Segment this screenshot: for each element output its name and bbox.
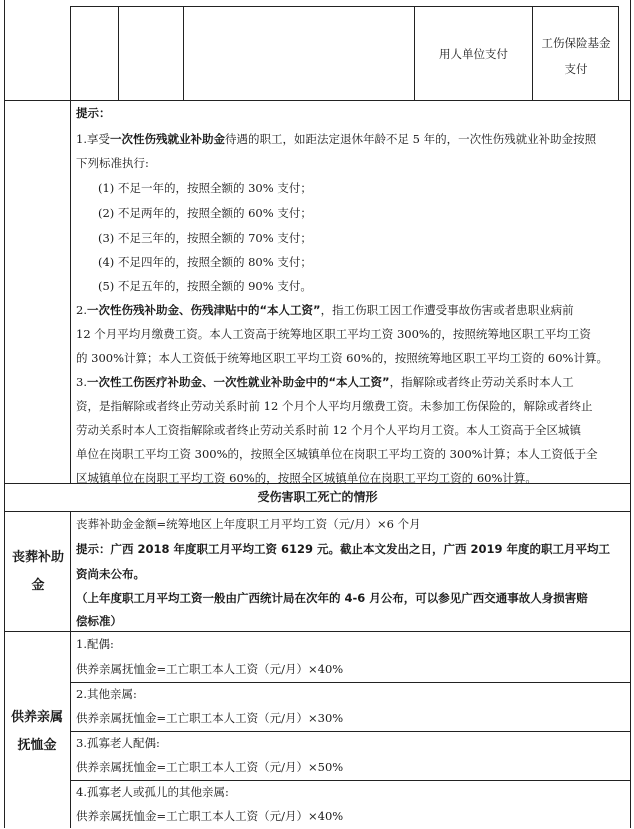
support-row-heading: 4.孤寡老人或孤儿的其他亲属:: [76, 785, 229, 799]
col-divider: [118, 6, 119, 101]
tip-3-bold: 一次性工伤医疗补助金、一次性就业补助金中的“本人工资”: [86, 375, 390, 389]
tip-2-line-3: 的 300%计算；本人工资低于统筹地区职工平均工资 60%的，按照统筹地区职工平均工资的 60%计算。: [76, 351, 608, 365]
funeral-note-line-1: （上年度职工月平均工资一般由广西统计局在次年的 4-6 月公布，可以参见广西交通事故人身损害赔: [76, 591, 588, 605]
tip-3-line-4: 单位在岗职工平均工资 300%的，按照全区城镇单位在岗职工平均工资的 300%计算；本人工资低于全: [76, 447, 598, 461]
top-table-inner-frame: [70, 6, 619, 101]
funeral-tip-line-1: 提示：广西 2018 年度职工月平均工资 6129 元。截止本文发出之日，广西 2019 年度的职工月平均工: [76, 542, 611, 556]
tip-1-line-2: 下列标准执行:: [76, 156, 149, 170]
tip-2-bold: 一次性伤残补助金、伤残津贴中的“本人工资”: [86, 303, 321, 317]
support-row-formula: 供养亲属抚恤金=工亡职工本人工资（元/月）×50%: [76, 760, 344, 774]
col-divider: [532, 6, 533, 101]
cell-fund-pay-line1: 工伤保险基金: [541, 36, 611, 50]
tip-3-line-1: 3.一次性工伤医疗补助金、一次性就业补助金中的“本人工资”，指解除或者终止劳动关系时本人工: [76, 375, 574, 389]
cell-employer-pay: 用人单位支付: [439, 47, 508, 61]
tip-2-line-2: 12 个月平均月缴费工资。本人工资高于统筹地区职工平均工资 300%的，按照统筹地区职工平均工资: [76, 327, 591, 341]
funeral-formula: 丧葬补助金金额=统筹地区上年度职工月平均工资（元/月）×6 个月: [76, 517, 421, 531]
support-label: 供养亲属抚恤金: [10, 710, 63, 753]
tip-3-line-3: 劳动关系时本人工资指解除或者终止劳动关系时前 12 个月个人平均月工资。本人工资高于全区城镇: [76, 423, 581, 437]
tip-1-item: (1) 不足一年的，按照全额的 30% 支付；: [98, 181, 312, 195]
tip-1-item: (3) 不足三年的，按照全额的 70% 支付；: [98, 231, 312, 245]
tip-3-line-5: 区城镇单位在岗职工平均工资 60%的，按照全区城镇单位在岗职工平均工资的 60%计算。: [76, 471, 537, 485]
tip-1-item: (2) 不足两年的，按照全额的 60% 支付；: [98, 206, 312, 220]
col-divider: [183, 6, 184, 101]
support-label-divider: [70, 631, 71, 828]
tip-1-bold: 一次性伤残就业补助金: [109, 132, 225, 146]
support-row-heading: 2.其他亲属:: [76, 687, 137, 701]
funeral-label: 丧葬补助金: [11, 550, 64, 593]
cell-fund-pay-line2: 支付: [564, 62, 588, 76]
funeral-tip-line-2: 资尚未公布。: [76, 567, 145, 581]
tip-3-line-2: 资，是指解除或者终止劳动关系时前 12 个月个人平均月缴费工资。未参加工伤保险的，解除或者终止: [76, 399, 593, 413]
support-row-formula: 供养亲属抚恤金=工亡职工本人工资（元/月）×40%: [76, 662, 344, 676]
support-row-formula: 供养亲属抚恤金=工亡职工本人工资（元/月）×30%: [76, 711, 344, 725]
funeral-label-divider: [70, 511, 71, 632]
tip-1-item: (5) 不足五年的，按照全额的 90% 支付。: [98, 279, 312, 293]
tip-1-line-1: 1.享受一次性伤残就业补助金待遇的职工，如距法定退休年龄不足 5 年的，一次性伤残就业补助金按照: [76, 132, 597, 146]
tips-heading: 提示：: [76, 106, 111, 120]
section-title: 受伤害职工死亡的情形: [257, 490, 378, 504]
support-row-heading: 1.配偶:: [76, 637, 114, 651]
tips-left-rule: [70, 101, 71, 483]
support-row-heading: 3.孤寡老人配偶:: [76, 736, 160, 750]
tip-2-line-1: 2.一次性伤残补助金、伤残津贴中的“本人工资”，指工伤职工因工作遭受事故伤害或者患职业病前: [76, 303, 574, 317]
support-row-formula: 供养亲属抚恤金=工亡职工本人工资（元/月）×40%: [76, 809, 344, 823]
funeral-note-line-2: 偿标准）: [76, 614, 122, 628]
row-separator: [71, 682, 631, 683]
tip-1-item: (4) 不足四年的，按照全额的 80% 支付；: [98, 255, 312, 269]
